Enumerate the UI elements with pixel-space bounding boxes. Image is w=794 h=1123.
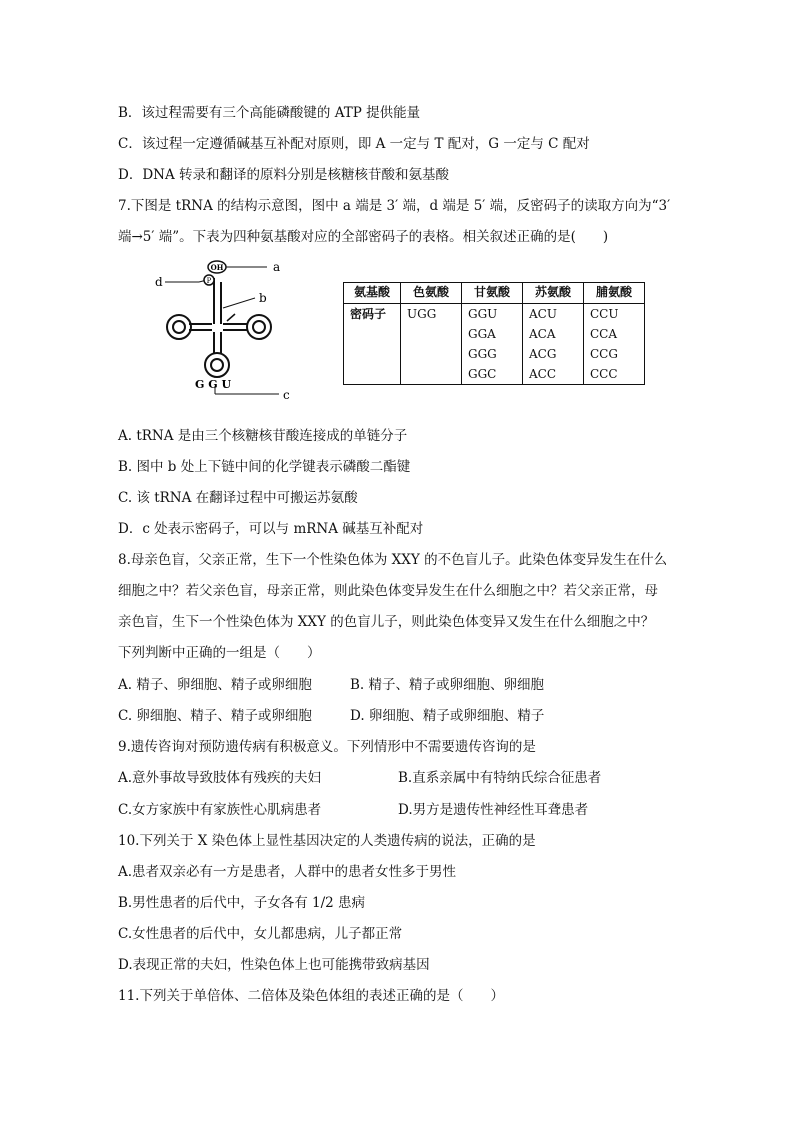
q8-option-b: B. 精子、精子或卵细胞、卵细胞 xyxy=(350,677,545,693)
anticodon-label: G G U xyxy=(195,378,232,391)
q9-option-c: C.女方家族中有家族性心肌病患者 xyxy=(118,802,322,818)
row-label: 密码子 xyxy=(344,304,401,385)
table-header: 氨基酸 xyxy=(344,283,401,304)
table-cell xyxy=(523,304,584,385)
q9-option-d: D.男方是遗传性神经性耳聋患者 xyxy=(398,802,589,818)
question-7-line-2: 端→5′ 端”。下表为四种氨基酸对应的全部密码子的表格。相关叙述正确的是( ) xyxy=(118,229,609,245)
codon: GGG xyxy=(468,347,497,361)
table-header: 色氨酸 xyxy=(401,283,462,304)
q10-option-b: B.男性患者的后代中，子女各有 1/2 患病 xyxy=(118,895,366,911)
q10-option-d: D.表现正常的夫妇，性染色体上也可能携带致病基因 xyxy=(118,957,430,973)
option-b-line: B．该过程需要有三个高能磷酸键的 ATP 提供能量 xyxy=(118,105,421,121)
codon: ACC xyxy=(529,367,557,381)
codon: UGG xyxy=(407,307,437,321)
q7-option-a: A. tRNA 是由三个核糖核苷酸连接成的单链分子 xyxy=(118,428,408,444)
codon: CCC xyxy=(590,367,618,381)
q10-title: 10.下列关于 X 染色体上显性基因决定的人类遗传病的说法，正确的是 xyxy=(118,833,536,849)
codon: CCG xyxy=(590,347,618,361)
q8-option-a: A. 精子、卵细胞、精子或卵细胞 xyxy=(118,677,312,693)
trna-diagram xyxy=(155,258,295,403)
codon: ACG xyxy=(529,347,557,361)
phosphate-label: P xyxy=(206,277,212,285)
q8-line-4: 下列判断中正确的一组是（ ） xyxy=(118,645,321,661)
q7-option-b: B. 图中 b 处上下链中间的化学键表示磷酸二酯键 xyxy=(118,459,411,475)
question-7-line-1: 7.下图是 tRNA 的结构示意图，图中 a 端是 3′ 端，d 端是 5′ 端，反密码子的读取方向为“3′ xyxy=(118,198,671,214)
codon-table xyxy=(343,282,645,385)
codon: GGU xyxy=(468,307,498,321)
table-cell xyxy=(584,304,645,385)
codon: GGA xyxy=(468,327,496,341)
q7-option-c: C. 该 tRNA 在翻译过程中可搬运苏氨酸 xyxy=(118,490,358,506)
q8-line-3: 亲色盲，生下一个性染色体为 XXY 的色盲儿子，则此染色体变异又发生在什么细胞之中？ xyxy=(118,614,655,630)
table-row xyxy=(344,304,645,385)
q8-line-1: 8.母亲色盲，父亲正常，生下一个性染色体为 XXY 的不色盲儿子。此染色体变异发生在什么 xyxy=(118,552,668,568)
option-d-line: D．DNA 转录和翻译的原料分别是核糖核苷酸和氨基酸 xyxy=(118,167,449,183)
oh-label: OH xyxy=(210,263,224,272)
q8-line-2: 细胞之中？若父亲色盲，母亲正常，则此染色体变异发生在什么细胞之中？若父亲正常，母 xyxy=(118,583,658,599)
codon: ACU xyxy=(529,307,557,321)
label-d: d xyxy=(155,275,163,289)
table-header-row xyxy=(344,283,645,304)
table-header: 苏氨酸 xyxy=(523,283,584,304)
table-header: 脯氨酸 xyxy=(584,283,645,304)
q11-title: 11.下列关于单倍体、二倍体及染色体组的表述正确的是（ ） xyxy=(118,988,504,1004)
q10-option-c: C.女性患者的后代中，女儿都患病，儿子都正常 xyxy=(118,926,403,942)
codon: GGC xyxy=(468,367,497,381)
label-a: a xyxy=(273,260,281,274)
codon: CCA xyxy=(590,327,618,341)
table-header: 甘氨酸 xyxy=(462,283,523,304)
q9-title: 9.遗传咨询对预防遗传病有积极意义。下列情形中不需要遗传咨询的是 xyxy=(118,739,536,755)
q8-option-d: D. 卵细胞、精子或卵细胞、精子 xyxy=(350,708,545,724)
label-c: c xyxy=(283,388,290,402)
codon: CCU xyxy=(590,307,619,321)
q7-option-d: D．c 处表示密码子，可以与 mRNA 碱基互补配对 xyxy=(118,521,424,537)
table-cell xyxy=(401,304,462,385)
q8-option-c: C. 卵细胞、精子、精子或卵细胞 xyxy=(118,708,312,724)
codon: ACA xyxy=(529,327,556,341)
q9-option-a: A.意外事故导致肢体有残疾的夫妇 xyxy=(118,770,322,786)
q9-option-b: B.直系亲属中有特纳氏综合征患者 xyxy=(398,770,602,786)
label-b: b xyxy=(259,291,267,305)
table-cell xyxy=(462,304,523,385)
q10-option-a: A.患者双亲必有一方是患者，人群中的患者女性多于男性 xyxy=(118,864,457,880)
option-c-line: C．该过程一定遵循碱基互补配对原则，即 A 一定与 T 配对，G 一定与 C 配对 xyxy=(118,136,590,152)
